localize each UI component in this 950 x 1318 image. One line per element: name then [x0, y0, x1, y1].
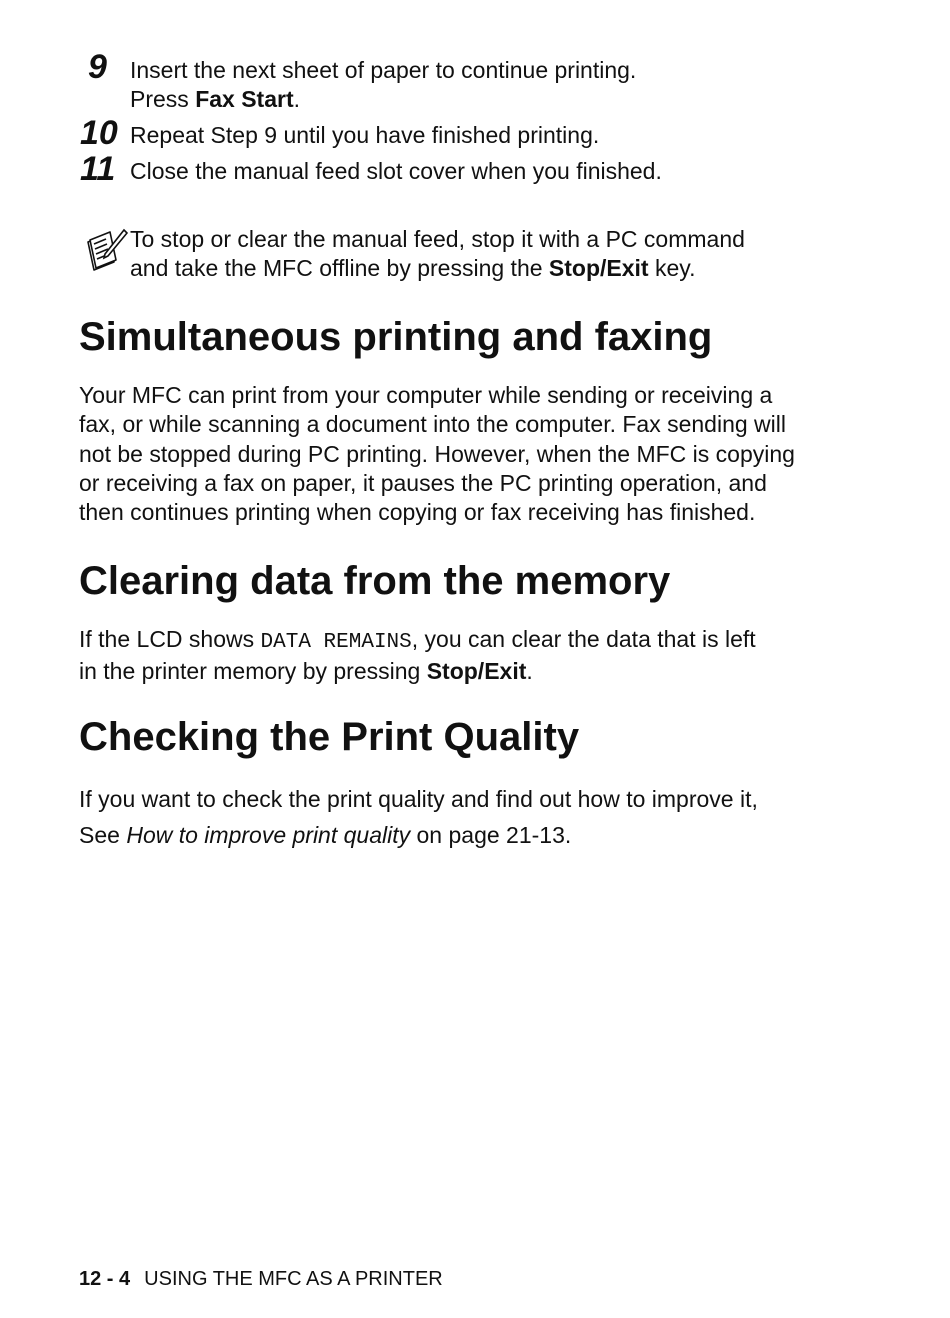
- page-footer: [79, 1268, 443, 1290]
- step-9-line2-suffix: .: [293, 86, 301, 112]
- paragraph-line: then continues printing when copying or fax receiving has finished.: [79, 499, 756, 526]
- cross-reference-link[interactable]: How to improve print quality: [126, 822, 411, 848]
- note-pad-pencil-icon: [84, 228, 128, 272]
- page-number: 12 - 4: [79, 1268, 131, 1290]
- step-11-text: Close the manual feed slot cover when you finished.: [130, 158, 662, 184]
- heading-print-quality: Checking the Print Quality: [79, 715, 580, 759]
- step-10-text: Repeat Step 9 until you have finished printing.: [130, 122, 600, 148]
- clearing-memory-paragraph: [79, 625, 839, 687]
- step-9-line1: Insert the next sheet of paper to continue printing.: [130, 57, 637, 83]
- chapter-title: USING THE MFC AS A PRINTER: [144, 1268, 443, 1290]
- step-9-text: [130, 56, 636, 114]
- heading-clearing-memory: Clearing data from the memory: [79, 559, 671, 603]
- quality-line2-suffix: on page 21-13.: [410, 822, 572, 848]
- clearing-line2-suffix: .: [526, 658, 533, 685]
- quality-line2-prefix: See: [79, 822, 127, 848]
- step-number-11: 11: [80, 150, 116, 188]
- step-number-9: 9: [88, 48, 107, 86]
- clearing-line2-prefix: in the printer memory by pressing: [79, 658, 427, 685]
- paragraph-line: [79, 817, 839, 853]
- step-9-line2-prefix: Press: [130, 86, 196, 112]
- print-quality-paragraph: [79, 781, 839, 853]
- lcd-message-data-remains: DATA REMAINS: [260, 631, 412, 654]
- paragraph-line: fax, or while scanning a document into the computer. Fax sending will: [79, 411, 786, 438]
- paragraph-line: Your MFC can print from your computer while sending or receiving a: [79, 382, 773, 408]
- stop-exit-key-label: Stop/Exit: [426, 658, 527, 685]
- stop-exit-key-label: Stop/Exit: [548, 255, 649, 281]
- manual-feed-note: [130, 225, 745, 283]
- step-number-10: 10: [80, 114, 118, 152]
- clearing-line1-prefix: If the LCD shows: [79, 626, 261, 652]
- simultaneous-printing-paragraph: [79, 381, 839, 527]
- note-line1: To stop or clear the manual feed, stop it with a PC command: [130, 226, 745, 252]
- note-line2-prefix: and take the MFC offline by pressing the: [130, 255, 549, 281]
- paragraph-line: or receiving a fax on paper, it pauses the PC printing operation, and: [79, 469, 767, 496]
- fax-start-key-label: Fax Start: [195, 86, 294, 112]
- clearing-line1-suffix: , you can clear the data that is left: [411, 626, 756, 652]
- paragraph-line: If you want to check the print quality and find out how to improve it,: [79, 786, 758, 812]
- note-line2-suffix: key.: [648, 255, 696, 281]
- paragraph-line: not be stopped during PC printing. However, when the MFC is copying: [79, 440, 795, 467]
- paragraph-line: [79, 657, 839, 686]
- paragraph-line: [79, 625, 839, 657]
- heading-simultaneous-printing: Simultaneous printing and faxing: [79, 315, 713, 359]
